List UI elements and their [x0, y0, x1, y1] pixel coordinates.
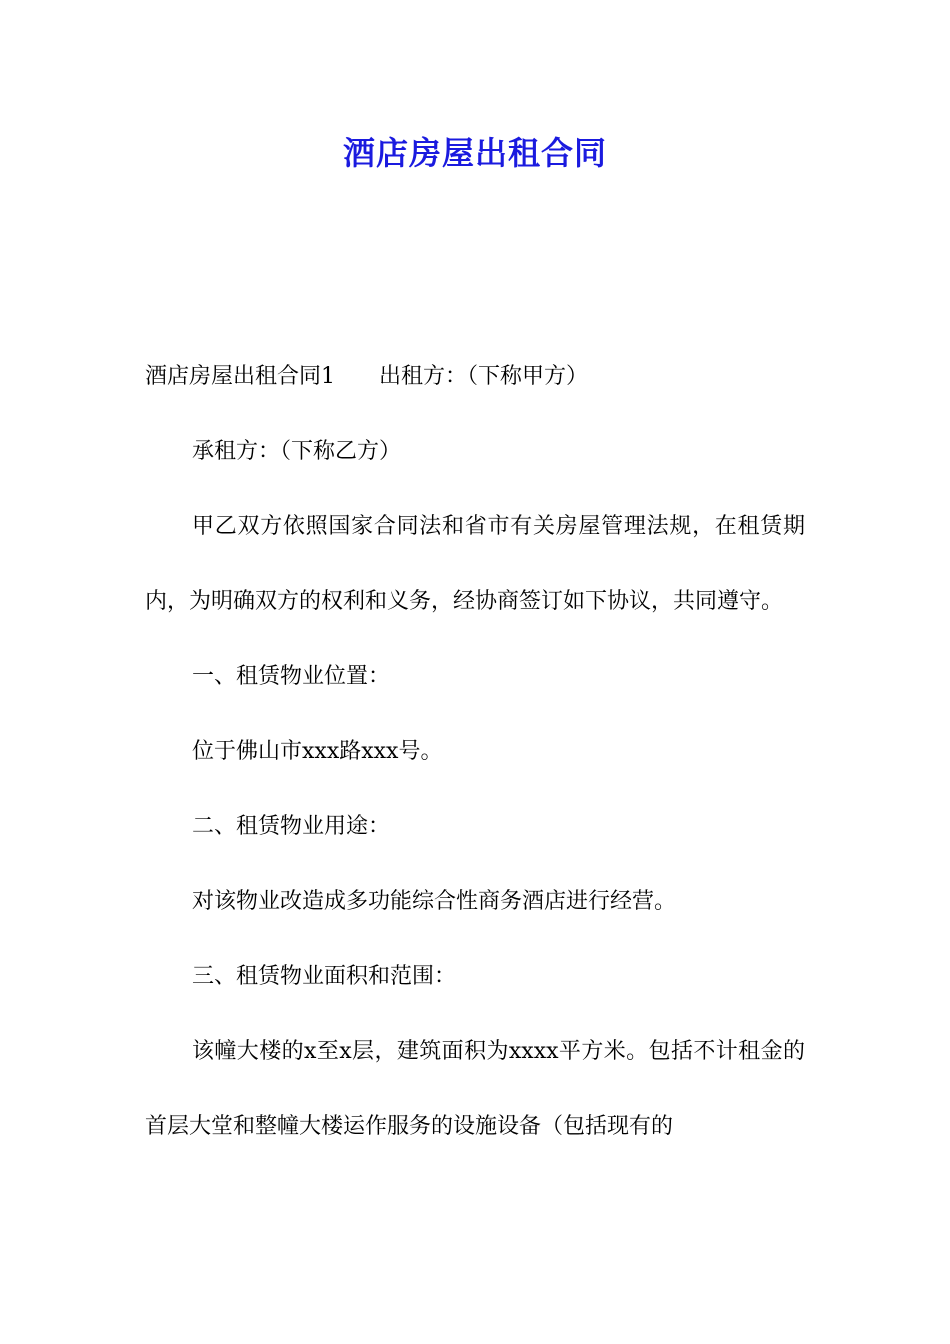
intro-paragraph: 甲乙双方依照国家合同法和省市有关房屋管理法规，在租赁期内，为明确双方的权利和义务，经协商签订如下协议，共同遵守。 [145, 514, 805, 614]
section-text-location: 位于佛山市xxx路xxx号。 [192, 739, 443, 764]
section-heading-area: 三、租赁物业面积和范围： [192, 964, 457, 989]
document-body [145, 339, 805, 1164]
section-text-usage: 对该物业改造成多功能综合性商务酒店进行经营。 [192, 889, 677, 914]
lessee-line: 承租方：（下称乙方） [192, 439, 402, 464]
section-heading-location: 一、租赁物业位置： [192, 664, 391, 689]
document-title: 酒店房屋出租合同 [342, 134, 607, 172]
opening-line [145, 339, 805, 414]
lessor-line: 出租方：（下称甲方） [379, 364, 589, 389]
contract-heading-inline: 酒店房屋出租合同1 [145, 364, 335, 389]
section-text-area: 该幢大楼的x至x层，建筑面积为xxxx平方米。包括不计租金的首层大堂和整幢大楼运作服务的设施设备（包括现有的 [145, 1039, 805, 1139]
section-heading-usage: 二、租赁物业用途： [192, 814, 391, 839]
